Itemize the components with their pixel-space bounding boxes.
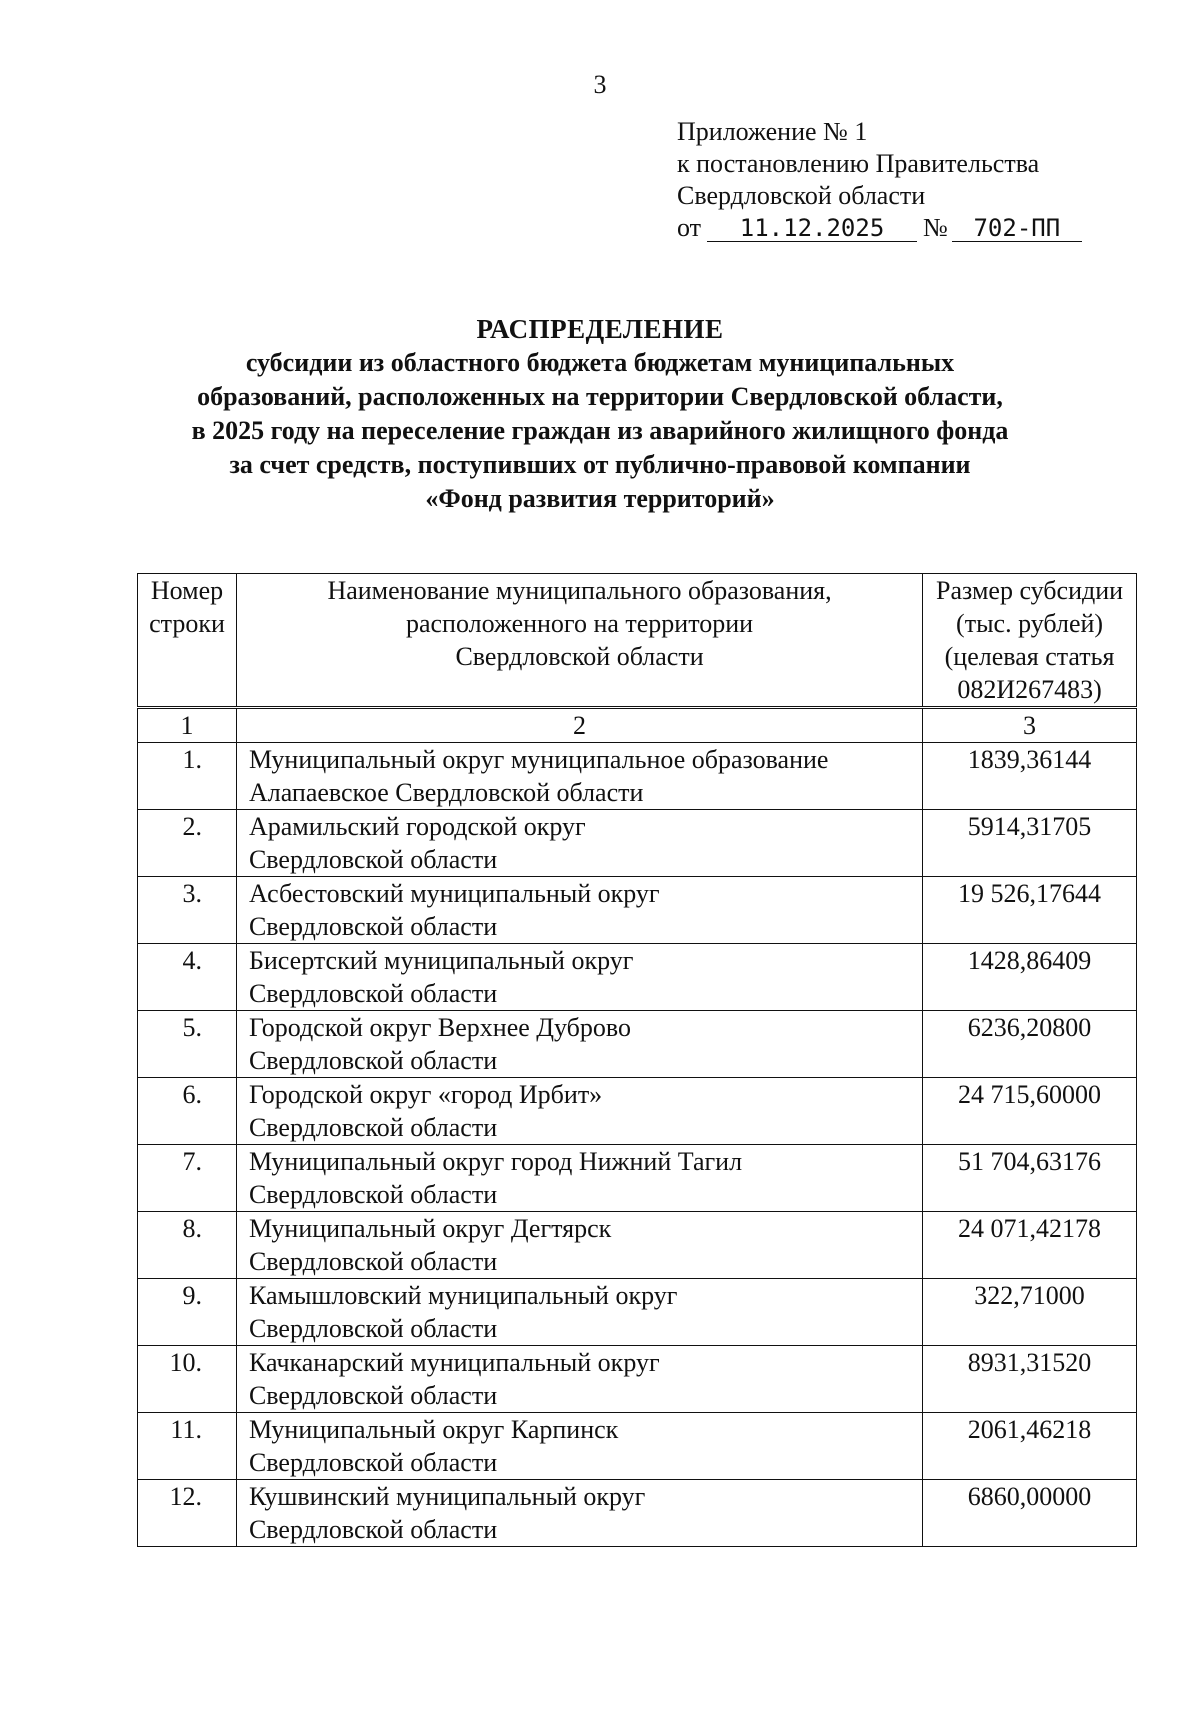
- table-row: [138, 1145, 1137, 1212]
- title-line: образований, расположенных на территории Свердловской области,: [197, 382, 1003, 411]
- municipality-name-line: Асбестовский муниципальный округ: [248, 879, 660, 908]
- municipality-name: [236, 1279, 922, 1346]
- header-text: Наименование муниципального образования,: [327, 576, 832, 605]
- municipality-name-line: Свердловской области: [248, 1113, 498, 1142]
- table-row: [138, 1413, 1137, 1480]
- header-text: расположенного на территории: [405, 609, 754, 638]
- row-number: 12.: [138, 1480, 237, 1547]
- table-row: [138, 1212, 1137, 1279]
- municipality-name: [236, 1078, 922, 1145]
- municipality-name: [236, 877, 922, 944]
- municipality-name-line: Свердловской области: [248, 1314, 498, 1343]
- row-number: 3.: [138, 877, 237, 944]
- row-number: 7.: [138, 1145, 237, 1212]
- appendix-resolution-ref: к постановлению Правительства: [677, 149, 1040, 178]
- appendix-region: Свердловской области: [677, 181, 926, 210]
- municipality-name-line: Алапаевское Свердловской области: [248, 778, 644, 807]
- table-header-row: [138, 574, 1137, 708]
- row-number: 4.: [138, 944, 237, 1011]
- table-row: [138, 1011, 1137, 1078]
- column-number: 3: [923, 708, 1137, 743]
- municipality-name: [236, 1413, 922, 1480]
- appendix-title: Приложение № 1: [677, 117, 868, 146]
- row-number: 11.: [138, 1413, 237, 1480]
- municipality-name-line: Муниципальный округ Дегтярск: [248, 1214, 612, 1243]
- municipality-name-line: Свердловской области: [248, 1381, 498, 1410]
- municipality-name-line: Муниципальный округ город Нижний Тагил: [248, 1147, 743, 1176]
- municipality-name: [236, 1011, 922, 1078]
- municipality-name-line: Муниципальный округ муниципальное образование: [248, 745, 829, 774]
- municipality-name-line: Свердловской области: [248, 912, 498, 941]
- municipality-name: [236, 810, 922, 877]
- table-row: [138, 743, 1137, 810]
- header-subsidy-amount: [923, 574, 1137, 708]
- title-line: в 2025 году на переселение граждан из аварийного жилищного фонда: [191, 416, 1009, 445]
- number-prefix: №: [923, 213, 948, 242]
- subsidy-amount: 6236,20800: [923, 1011, 1137, 1078]
- table-row: [138, 944, 1137, 1011]
- municipality-name-line: Свердловской области: [248, 1448, 498, 1477]
- row-number: 2.: [138, 810, 237, 877]
- table-row: [138, 1279, 1137, 1346]
- title-line: субсидии из областного бюджета бюджетам муниципальных: [245, 348, 955, 377]
- municipality-name-line: Свердловской области: [248, 845, 498, 874]
- appendix-block: [677, 116, 1082, 244]
- column-number-row: [138, 708, 1137, 743]
- header-text: Номер: [150, 576, 224, 605]
- subsidy-amount: 5914,31705: [923, 810, 1137, 877]
- appendix-date-line: [677, 212, 1082, 244]
- header-municipality: [236, 574, 922, 708]
- municipality-name: [236, 1212, 922, 1279]
- date-prefix: от: [677, 213, 702, 242]
- title-line: за счет средств, поступивших от публично-правовой компании: [229, 450, 971, 479]
- subsidy-amount: 1428,86409: [923, 944, 1137, 1011]
- municipality-name-line: Арамильский городской округ: [248, 812, 586, 841]
- municipality-name-line: Свердловской области: [248, 1180, 498, 1209]
- municipality-name-line: Камышловский муниципальный округ: [248, 1281, 678, 1310]
- document-title: [0, 312, 1200, 516]
- header-row-number: [138, 574, 237, 708]
- municipality-name-line: Муниципальный округ Карпинск: [248, 1415, 619, 1444]
- table-row: [138, 810, 1137, 877]
- table-row: [138, 877, 1137, 944]
- row-number: 8.: [138, 1212, 237, 1279]
- subsidy-amount: 6860,00000: [923, 1480, 1137, 1547]
- municipality-name-line: Свердловской области: [248, 979, 498, 1008]
- municipality-name-line: Городской округ «город Ирбит»: [248, 1080, 603, 1109]
- page-number: 3: [593, 70, 607, 99]
- municipality-name-line: Кушвинский муниципальный округ: [248, 1482, 646, 1511]
- resolution-date: 11.12.2025: [707, 215, 917, 242]
- resolution-number: 702-ПП: [952, 215, 1082, 242]
- subsidy-amount: 1839,36144: [923, 743, 1137, 810]
- row-number: 5.: [138, 1011, 237, 1078]
- municipality-name-line: Качканарский муниципальный округ: [248, 1348, 660, 1377]
- row-number: 9.: [138, 1279, 237, 1346]
- municipality-name-line: Городской округ Верхнее Дуброво: [248, 1013, 631, 1042]
- header-text: (тыс. рублей): [956, 609, 1104, 638]
- title-line: «Фонд развития территорий»: [425, 484, 775, 513]
- municipality-name: [236, 1346, 922, 1413]
- subsidy-amount: 8931,31520: [923, 1346, 1137, 1413]
- subsidy-amount: 322,71000: [923, 1279, 1137, 1346]
- subsidy-amount: 24 715,60000: [923, 1078, 1137, 1145]
- table-row: [138, 1078, 1137, 1145]
- municipality-name-line: Свердловской области: [248, 1247, 498, 1276]
- municipality-name: [236, 944, 922, 1011]
- header-text: строки: [149, 609, 225, 638]
- subsidy-distribution-table: [137, 573, 1137, 1547]
- table-row: [138, 1346, 1137, 1413]
- table-row: [138, 1480, 1137, 1547]
- row-number: 6.: [138, 1078, 237, 1145]
- header-text: Размер субсидии: [936, 576, 1124, 605]
- subsidy-amount: 51 704,63176: [923, 1145, 1137, 1212]
- municipality-name: [236, 743, 922, 810]
- municipality-name: [236, 1145, 922, 1212]
- header-text: 082И267483): [957, 675, 1102, 704]
- subsidy-amount: 19 526,17644: [923, 877, 1137, 944]
- column-number: 1: [138, 708, 237, 743]
- title-main: РАСПРЕДЕЛЕНИЕ: [476, 314, 724, 344]
- municipality-name-line: Свердловской области: [248, 1515, 498, 1544]
- subsidy-amount: 24 071,42178: [923, 1212, 1137, 1279]
- municipality-name: [236, 1480, 922, 1547]
- header-text: (целевая статья: [944, 642, 1115, 671]
- municipality-name-line: Бисертский муниципальный округ: [248, 946, 634, 975]
- municipality-name-line: Свердловской области: [248, 1046, 498, 1075]
- row-number: 10.: [138, 1346, 237, 1413]
- header-text: Свердловской области: [455, 642, 704, 671]
- row-number: 1.: [138, 743, 237, 810]
- column-number: 2: [236, 708, 922, 743]
- subsidy-amount: 2061,46218: [923, 1413, 1137, 1480]
